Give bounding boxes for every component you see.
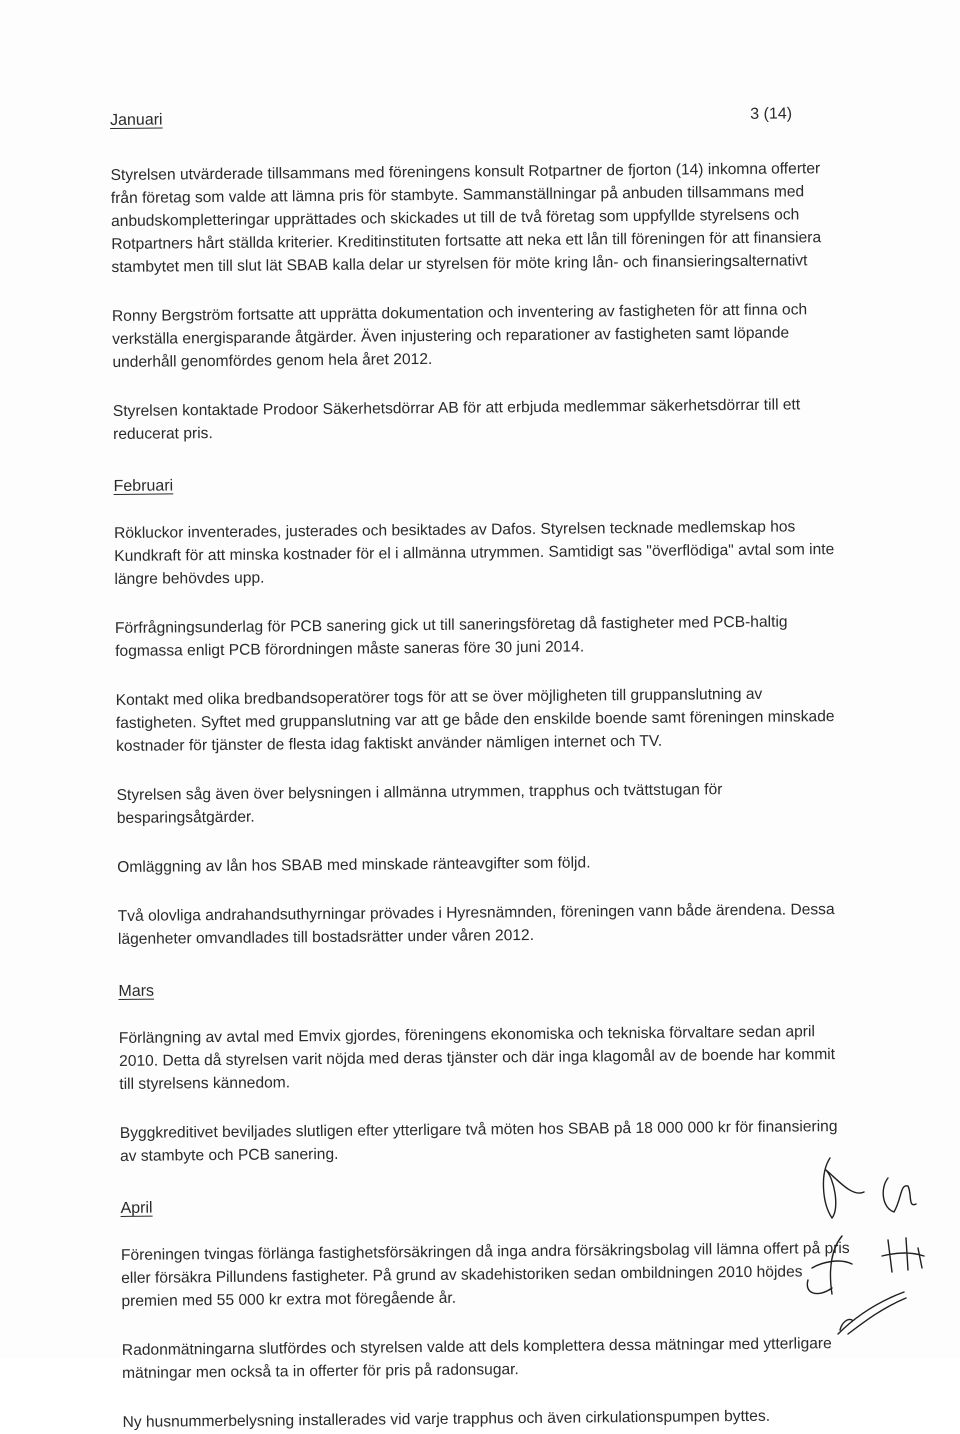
- handwritten-initials-2: [872, 1168, 932, 1233]
- paragraph: Förlängning av avtal med Emvix gjordes, föreningens ekonomiska och tekniska förvaltare sedan april 2010. Detta då styrelsen varit nöjda med deras tjänster och där inga klagomål av de boende har kommit till styrelsens kännedom.: [118, 1023, 836, 1093]
- paragraph: Styrelsen utvärderade tillsammans med föreningens konsult Rotpartner de fjorton (14) inkomna offerter från företag som valde att lämna pris för stambyte. Sammanställningar på anbuden tillsammans med anbudskompletteringar upprättades och skickades ut till de två företag som uppfyllde styrelsens och Rotpartners hårt ställda kriterier. Kreditinstituten fortsatte att neka ett lån till föreningen för att finansiera stambytet men till slut lät SBAB kalla delar ur styrelsen för möte kring lån- och finansieringsalternativt: [110, 160, 822, 276]
- paragraph: Två olovliga andrahandsuthyrningar prövades i Hyresnämnden, föreningen vann både ärendena. Dessa lägenheter omvandlades till bostadsrätter under våren 2012.: [117, 901, 835, 948]
- paragraph: Radonmätningarna slutfördes och styrelsen valde att dels komplettera dessa mätningar med ytterligare mätningar men också ta in offerter för pris på radonsugar.: [121, 1335, 832, 1382]
- paragraph: Omläggning av lån hos SBAB med minskade ränteavgifter som följd.: [117, 854, 591, 876]
- page-body: [110, 105, 853, 1434]
- paragraph: Kontakt med olika bredbandsoperatörer togs för att se över möjligheten till gruppanslutning av fastigheten. Syftet med gruppanslutning var att ge både den enskilde boende samt föreningen minskade kostnader för tjänster de flesta idag faktiskt använder nämligen internet och TV.: [115, 685, 835, 755]
- section-heading: Februari: [113, 477, 174, 495]
- handwritten-initials-5: [832, 1290, 912, 1345]
- paragraph: Styrelsen kontaktade Prodoor Säkerhetsdörrar AB för att erbjuda medlemmar säkerhetsdörrar till ett reducerat pris.: [112, 396, 801, 443]
- handwritten-initials-1: [812, 1148, 872, 1233]
- section-heading: April: [120, 1199, 153, 1217]
- paragraph: Ny husnummerbelysning installerades vid varje trapphus och även cirkulationspumpen byttes.: [122, 1407, 771, 1431]
- paragraph: Föreningen tvingas förlänga fastighetsförsäkringen då inga andra försäkringsbolag vill lämna offert på pris eller försäkra Pillundens fastigheter. På grund av skadehistoriken sedan ombildningen 2010 höjdes premien med 55 000 kr extra mot föregående år.: [120, 1239, 850, 1310]
- paragraph: Rökluckor inventerades, justerades och besiktades av Dafos. Styrelsen tecknade medlemskap hos Kundkraft för att minska kostnader för el i allmänna utrymmen. Samtidigt sas "överflödiga" avtal som inte längre behövdes upp.: [113, 518, 835, 588]
- section-heading: Januari: [110, 111, 163, 129]
- paragraph: Byggkreditivet beviljades slutligen efter ytterligare två möten hos SBAB på 18 000 000 kr för finansiering av stambyte och PCB sanering.: [119, 1118, 838, 1165]
- handwritten-initials-4: [878, 1230, 928, 1285]
- paragraph: Förfrågningsunderlag för PCB sanering gick ut till saneringsföretag då fastigheter med PCB-haltig fogmassa enligt PCB förordningen måste saneras före 30 juni 2014.: [114, 613, 788, 660]
- section-heading: Mars: [118, 982, 155, 1000]
- paragraph: Ronny Bergström fortsatte att upprätta dokumentation och inventering av fastigheten för att finna och verkställa energisparande åtgärder. Även injustering och reparationer av fastigheten samt löpande underhåll genomfördes genom hela året 2012.: [111, 301, 808, 371]
- page-number: 3 (14): [750, 105, 793, 123]
- paragraph: Styrelsen såg även över belysningen i allmänna utrymmen, trapphus och tvättstugan för besparingsåtgärder.: [116, 781, 723, 827]
